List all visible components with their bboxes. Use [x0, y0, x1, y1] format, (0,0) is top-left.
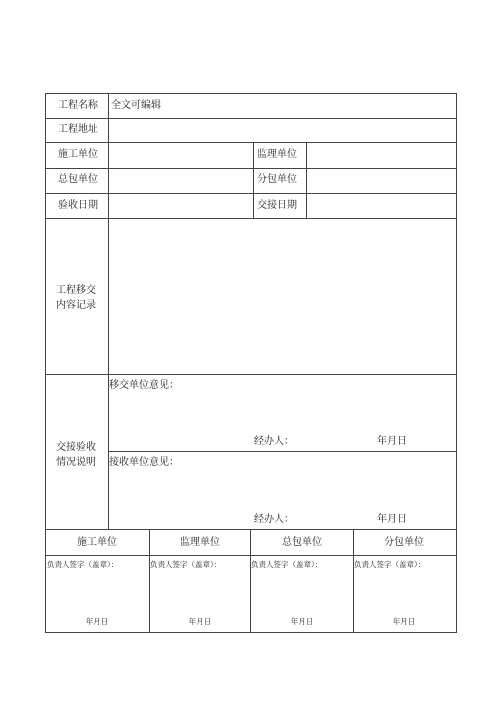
- general-contractor-label: 总包单位: [58, 174, 98, 185]
- transfer-opinion-label: 移交单位意见：: [109, 380, 179, 391]
- transfer-handler-label: 经办人：: [254, 436, 294, 447]
- signature-date-label: 年月日: [392, 617, 416, 626]
- signature-area-supervision[interactable]: [150, 572, 249, 612]
- handover-date-label: 交接日期: [257, 200, 297, 211]
- signature-header-subcontractor: 分包单位: [384, 537, 424, 548]
- handover-section-label: 交接验收情况说明: [56, 442, 96, 468]
- project-name-label: 工程名称: [58, 100, 98, 111]
- signature-header-general-contractor: 总包单位: [282, 537, 322, 548]
- signature-header-supervision: 监理单位: [180, 537, 220, 548]
- signature-date-label: 年月日: [290, 617, 314, 626]
- row-divider: [108, 451, 456, 452]
- signature-date-label: 年月日: [85, 617, 109, 626]
- subcontractor-label: 分包单位: [257, 174, 297, 185]
- signature-area-construction[interactable]: [47, 572, 148, 612]
- signature-sign-label: 负责人签字（盖章）：: [251, 560, 323, 569]
- project-address-label: 工程地址: [58, 124, 98, 135]
- receive-handler-label: 经办人：: [254, 514, 294, 525]
- supervision-unit-label: 监理单位: [257, 149, 297, 160]
- subcontractor-field[interactable]: [307, 169, 455, 192]
- handover-date-field[interactable]: [307, 194, 455, 217]
- signature-sign-label: 负责人签字（盖章）：: [47, 560, 119, 569]
- transfer-content-field[interactable]: [109, 219, 455, 373]
- project-address-field[interactable]: [109, 119, 455, 141]
- signature-date-label: 年月日: [188, 617, 212, 626]
- handover-acceptance-form: [45, 93, 457, 633]
- acceptance-date-label: 验收日期: [58, 200, 98, 211]
- receive-date-label: 年月日: [377, 514, 407, 525]
- column-divider: [253, 142, 254, 218]
- acceptance-date-field[interactable]: [109, 194, 252, 217]
- construction-unit-label: 施工单位: [58, 149, 98, 160]
- signature-area-subcontractor[interactable]: [354, 572, 455, 612]
- general-contractor-field[interactable]: [109, 169, 252, 192]
- transfer-date-label: 年月日: [377, 436, 407, 447]
- signature-header-construction: 施工单位: [77, 537, 117, 548]
- project-name-value[interactable]: 全文可编辑: [111, 100, 161, 111]
- supervision-unit-field[interactable]: [307, 143, 455, 167]
- row-divider: [46, 529, 456, 530]
- transfer-content-label: 工程移交内容记录: [56, 285, 96, 311]
- signature-sign-label: 负责人签字（盖章）：: [354, 560, 426, 569]
- receive-opinion-field[interactable]: [109, 471, 455, 511]
- signature-sign-label: 负责人签字（盖章）：: [150, 560, 222, 569]
- construction-unit-field[interactable]: [109, 143, 252, 167]
- transfer-opinion-field[interactable]: [109, 394, 455, 434]
- signature-area-general-contractor[interactable]: [251, 572, 352, 612]
- row-divider: [46, 555, 456, 556]
- receive-opinion-label: 接收单位意见：: [109, 457, 179, 468]
